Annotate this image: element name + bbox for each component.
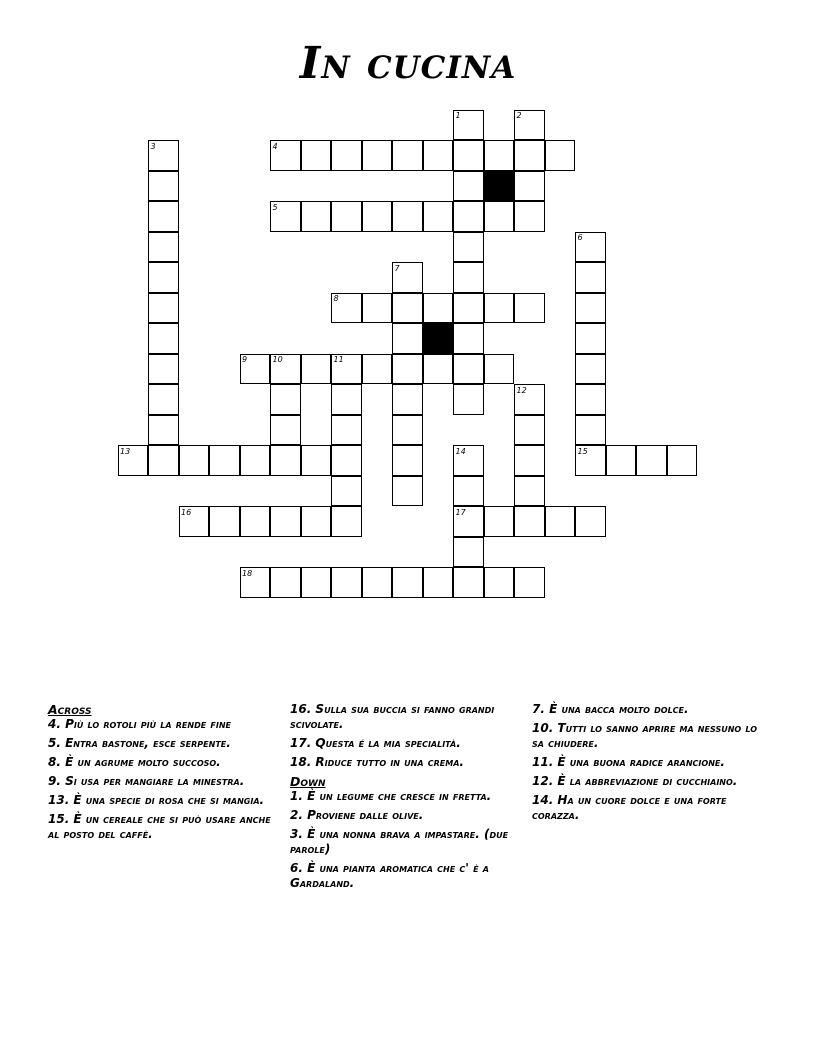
- clue-number: 15: [577, 446, 588, 456]
- clue-number: 17: [455, 507, 466, 517]
- grid-cell[interactable]: [453, 293, 484, 324]
- grid-cell[interactable]: [301, 445, 332, 476]
- grid-cell[interactable]: [331, 445, 362, 476]
- clue-item: 10. Tutti lo sanno aprire ma nessuno lo sa chiudere.: [532, 721, 757, 750]
- grid-cell[interactable]: [209, 506, 240, 537]
- grid-cell[interactable]: [148, 323, 179, 354]
- clue-item: 17. Questa é la mia specialità.: [290, 736, 461, 750]
- clue-number: 3: [150, 141, 156, 151]
- grid-cell[interactable]: [331, 567, 362, 598]
- grid-cell[interactable]: [453, 201, 484, 232]
- grid-cell[interactable]: [301, 201, 332, 232]
- grid-cell[interactable]: [484, 506, 515, 537]
- grid-cell[interactable]: [453, 262, 484, 293]
- clue-item: 1. È un legume che cresce in fretta.: [290, 789, 492, 803]
- grid-cell[interactable]: [575, 384, 606, 415]
- grid-cell[interactable]: [392, 201, 423, 232]
- clue-item: 7. È una bacca molto dolce.: [532, 702, 689, 716]
- grid-cell[interactable]: [392, 476, 423, 507]
- grid-cell[interactable]: [362, 293, 393, 324]
- grid-cell[interactable]: [362, 354, 393, 385]
- clue-number: 1: [455, 111, 461, 120]
- grid-cell[interactable]: [575, 415, 606, 446]
- grid-cell[interactable]: [392, 445, 423, 476]
- grid-cell[interactable]: [331, 140, 362, 171]
- grid-cell[interactable]: [453, 323, 484, 354]
- clue-item: 8. È un agrume molto succoso.: [48, 755, 221, 769]
- clue-number: 2: [516, 111, 522, 120]
- grid-cell[interactable]: [453, 140, 484, 171]
- grid-cell[interactable]: [392, 354, 423, 385]
- clue-item: 6. È una pianta aromatica che c' è a Gardaland.: [290, 861, 489, 890]
- grid-cell[interactable]: [453, 354, 484, 385]
- clue-item: 9. Si usa per mangiare la minestra.: [48, 774, 245, 788]
- clue-number: 14: [455, 446, 466, 456]
- clue-item: 13. È una specie di rosa che si mangia.: [48, 793, 265, 807]
- clue-item: 16. Sulla sua buccia si fanno grandi scivolate.: [290, 702, 495, 731]
- grid-cell[interactable]: [270, 415, 301, 446]
- grid-cell[interactable]: [148, 354, 179, 385]
- grid-cell[interactable]: [423, 140, 454, 171]
- clue-item: 2. Proviene dalle olive.: [290, 808, 424, 822]
- clue-item: 3. È una nonna brava a impastare. (due parole): [290, 827, 509, 856]
- grid-cell[interactable]: [423, 567, 454, 598]
- clue-item: 11. È una buona radice arancione.: [532, 755, 725, 769]
- grid-cell[interactable]: [514, 415, 545, 446]
- grid-cell[interactable]: [270, 567, 301, 598]
- grid-cell[interactable]: [240, 445, 271, 476]
- blocked-cell: [484, 171, 515, 202]
- grid-cell[interactable]: [362, 567, 393, 598]
- grid-cell[interactable]: [148, 415, 179, 446]
- grid-cell[interactable]: [392, 323, 423, 354]
- down-heading: Down: [290, 774, 326, 789]
- grid-cell[interactable]: [331, 201, 362, 232]
- clue-number: 12: [516, 385, 527, 395]
- clue-item: 5. Entra bastone, esce serpente.: [48, 736, 231, 750]
- grid-cell[interactable]: [148, 384, 179, 415]
- clue-number: 11: [333, 355, 344, 364]
- grid-cell[interactable]: [453, 537, 484, 568]
- grid-cell[interactable]: [514, 445, 545, 476]
- clue-number: 13: [120, 446, 131, 456]
- grid-cell[interactable]: [545, 140, 576, 171]
- grid-cell[interactable]: [331, 384, 362, 415]
- clue-number: 9: [242, 355, 248, 364]
- blocked-cell: [423, 323, 454, 354]
- grid-cell[interactable]: [514, 476, 545, 507]
- grid-cell[interactable]: [636, 445, 667, 476]
- grid-cell[interactable]: [392, 384, 423, 415]
- grid-cell[interactable]: [240, 506, 271, 537]
- grid-cell[interactable]: [484, 293, 515, 324]
- grid-cell[interactable]: [392, 567, 423, 598]
- grid-cell[interactable]: [148, 201, 179, 232]
- grid-cell[interactable]: [362, 140, 393, 171]
- clues-column-1: [48, 702, 274, 846]
- grid-cell[interactable]: [301, 506, 332, 537]
- clue-item: 12. È la abbreviazione di cucchiaino.: [532, 774, 738, 788]
- grid-cell[interactable]: [545, 506, 576, 537]
- grid-cell[interactable]: [301, 140, 332, 171]
- clues-column-2: [290, 702, 516, 895]
- grid-cell[interactable]: [209, 445, 240, 476]
- grid-cell[interactable]: [392, 415, 423, 446]
- grid-cell[interactable]: [270, 445, 301, 476]
- grid-cell[interactable]: [423, 201, 454, 232]
- grid-cell[interactable]: [514, 201, 545, 232]
- grid-cell[interactable]: [484, 140, 515, 171]
- grid-cell[interactable]: [148, 171, 179, 202]
- grid-cell[interactable]: [575, 293, 606, 324]
- clue-item: 4. Più lo rotoli più la rende fine: [48, 717, 231, 731]
- grid-cell[interactable]: [575, 262, 606, 293]
- grid-cell[interactable]: [331, 415, 362, 446]
- across-heading: Across: [48, 702, 92, 717]
- page-title: In cucina: [299, 38, 517, 89]
- grid-cell[interactable]: [148, 445, 179, 476]
- clue-number: 10: [272, 355, 283, 364]
- clues-column-3: [532, 702, 758, 827]
- grid-cell[interactable]: [514, 293, 545, 324]
- grid-cell[interactable]: [453, 384, 484, 415]
- grid-cell[interactable]: [667, 445, 698, 476]
- grid-cell[interactable]: [331, 476, 362, 507]
- grid-cell[interactable]: [148, 232, 179, 263]
- grid-cell[interactable]: [423, 354, 454, 385]
- clue-number: 7: [394, 263, 400, 273]
- grid-cell[interactable]: [606, 445, 637, 476]
- grid-cell[interactable]: [301, 567, 332, 598]
- grid-cell[interactable]: [148, 293, 179, 324]
- grid-cell[interactable]: [392, 293, 423, 324]
- clue-item: 15. È un cereale che si può usare anche al posto del caffè.: [48, 812, 271, 841]
- clue-number: 6: [577, 233, 583, 242]
- grid-cell[interactable]: [301, 354, 332, 385]
- grid-cell[interactable]: [575, 506, 606, 537]
- clue-item: 14. Ha un cuore dolce e una forte corazza.: [532, 793, 727, 822]
- clue-number: 4: [272, 141, 278, 151]
- grid-cell[interactable]: [148, 262, 179, 293]
- grid-cell[interactable]: [575, 354, 606, 385]
- grid-cell[interactable]: [362, 201, 393, 232]
- grid-cell[interactable]: [514, 171, 545, 202]
- clue-item: 18. Riduce tutto in una crema.: [290, 755, 464, 769]
- grid-cell[interactable]: [270, 384, 301, 415]
- grid-cell[interactable]: [453, 232, 484, 263]
- grid-cell[interactable]: [392, 140, 423, 171]
- grid-cell[interactable]: [484, 201, 515, 232]
- grid-cell[interactable]: [514, 567, 545, 598]
- clue-number: 8: [333, 294, 339, 303]
- grid-cell[interactable]: [270, 506, 301, 537]
- grid-cell[interactable]: [575, 323, 606, 354]
- grid-cell[interactable]: [453, 171, 484, 202]
- grid-cell[interactable]: [331, 506, 362, 537]
- clue-number: 5: [272, 202, 278, 212]
- grid-cell[interactable]: [514, 506, 545, 537]
- clues-section: [48, 702, 788, 1002]
- clue-number: 18: [242, 568, 253, 578]
- grid-cell[interactable]: [514, 140, 545, 171]
- grid-cell[interactable]: [453, 567, 484, 598]
- grid-cell[interactable]: [179, 445, 210, 476]
- grid-cell[interactable]: [484, 354, 515, 385]
- clue-number: 16: [181, 507, 192, 517]
- grid-cell[interactable]: [453, 476, 484, 507]
- grid-cell[interactable]: [423, 293, 454, 324]
- grid-cell[interactable]: [484, 567, 515, 598]
